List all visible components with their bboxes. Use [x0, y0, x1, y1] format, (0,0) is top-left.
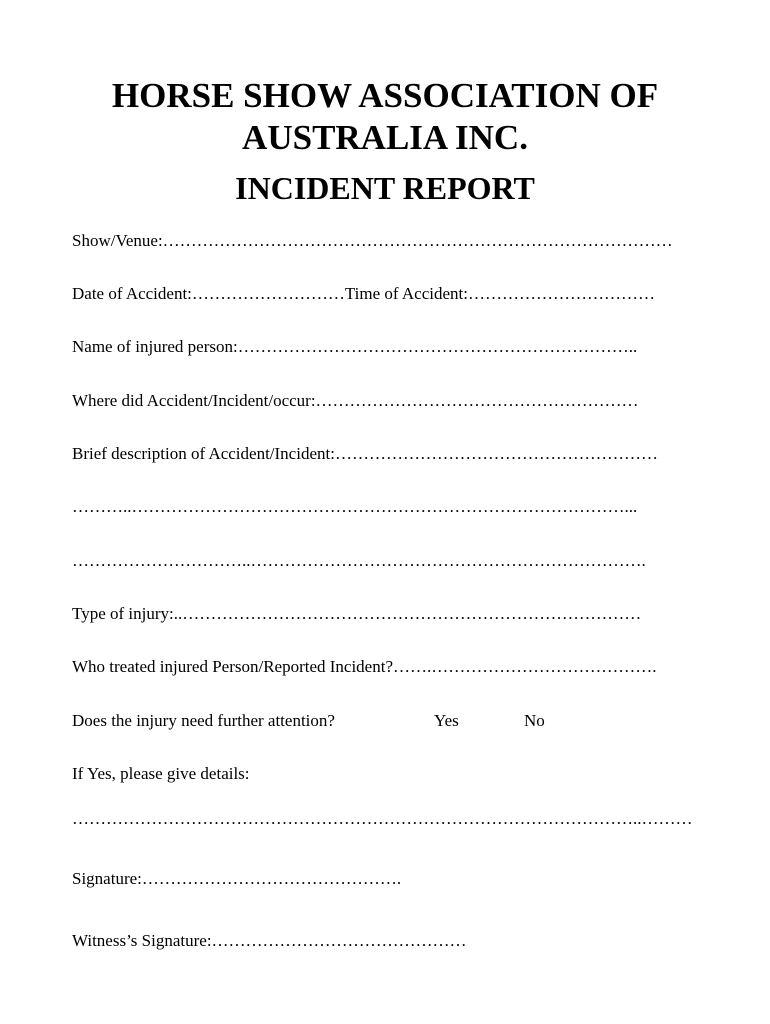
type-of-injury-field[interactable]: Type of injury:..……………………………………………………………………… — [72, 604, 642, 623]
details-line[interactable]: ………………………………………………………………………………………..……… — [72, 809, 693, 828]
no-option[interactable]: No — [524, 711, 545, 730]
where-occur-field[interactable]: Where did Accident/Incident/occur:………………………………………………… — [72, 391, 639, 410]
page-title-line-1: HORSE SHOW ASSOCIATION OF — [111, 76, 659, 115]
injured-name-field[interactable]: Name of injured person:…………………………………………………………….. — [72, 337, 638, 356]
yes-option[interactable]: Yes — [434, 711, 459, 730]
description-line-3[interactable]: …………………………..……………………………………………………………. — [72, 551, 646, 570]
description-line-2[interactable]: ………..……………………………………………………………………………... — [72, 497, 638, 516]
witness-signature-field[interactable]: Witness’s Signature:……………………………………… — [72, 931, 467, 950]
brief-description-field[interactable]: Brief description of Accident/Incident:………………………………………………… — [72, 444, 658, 463]
further-attention-question: Does the injury need further attention? — [72, 711, 335, 730]
date-time-field[interactable]: Date of Accident:………………………Time of Accident:…………………………… — [72, 284, 655, 303]
report-subtitle: INCIDENT REPORT — [235, 170, 535, 206]
who-treated-field[interactable]: Who treated injured Person/Reported Incident?…….…………………………………. — [72, 657, 657, 676]
if-yes-label: If Yes, please give details: — [72, 764, 250, 783]
signature-field[interactable]: Signature:………………………………………. — [72, 869, 402, 888]
show-venue-field[interactable]: Show/Venue:……………………………………………………………………………… — [72, 231, 673, 250]
page-title-line-2: AUSTRALIA INC. — [242, 118, 528, 157]
